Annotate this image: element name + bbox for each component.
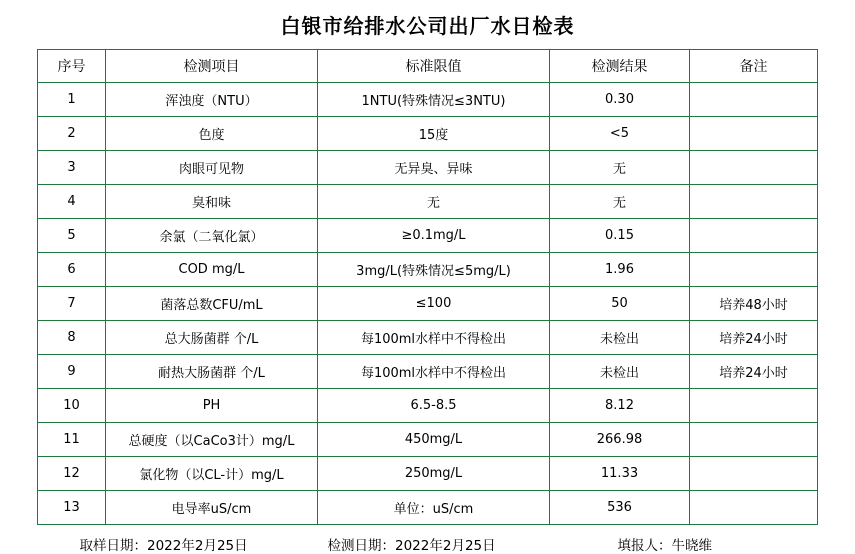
- cell-result: 0.30: [550, 83, 690, 117]
- cell-result: 1.96: [550, 253, 690, 287]
- table-row: [38, 355, 818, 389]
- header-cell-remark: 备注: [690, 50, 818, 83]
- cell-result: 未检出: [550, 321, 690, 355]
- cell-remark: [690, 83, 818, 117]
- cell-remark: 培养24小时: [690, 321, 818, 355]
- cell-item: 电导率uS/cm: [106, 491, 318, 525]
- cell-item: 肉眼可见物: [106, 151, 318, 185]
- table-row: [38, 253, 818, 287]
- header-cell-index: 序号: [38, 50, 106, 83]
- cell-standard: 250mg/L: [318, 457, 550, 491]
- page-title: 白银市给排水公司出厂水日检表: [280, 14, 575, 38]
- footer: [38, 525, 818, 554]
- cell-item: 耐热大肠菌群 个/L: [106, 355, 318, 389]
- cell-index: 1: [38, 83, 106, 117]
- cell-remark: [690, 151, 818, 185]
- cell-standard: 450mg/L: [318, 423, 550, 457]
- cell-remark: [690, 423, 818, 457]
- cell-item: COD mg/L: [106, 253, 318, 287]
- cell-remark: [690, 389, 818, 423]
- cell-standard: 15度: [318, 117, 550, 151]
- cell-item: 浑浊度（NTU）: [106, 83, 318, 117]
- cell-item: 色度: [106, 117, 318, 151]
- table-row: [38, 287, 818, 321]
- cell-result: 无: [550, 185, 690, 219]
- cell-remark: [690, 457, 818, 491]
- table-row: [38, 151, 818, 185]
- table-row: [38, 457, 818, 491]
- cell-index: 6: [38, 253, 106, 287]
- header-cell-result: 检测结果: [550, 50, 690, 83]
- cell-result: 266.98: [550, 423, 690, 457]
- cell-result: <5: [550, 117, 690, 151]
- cell-item: 总大肠菌群 个/L: [106, 321, 318, 355]
- cell-standard: 单位：uS/cm: [318, 491, 550, 525]
- cell-item: 菌落总数CFU/mL: [106, 287, 318, 321]
- cell-result: 未检出: [550, 355, 690, 389]
- table-row: [38, 491, 818, 525]
- cell-standard: ≤100: [318, 287, 550, 321]
- table-row: [38, 185, 818, 219]
- cell-remark: [690, 491, 818, 525]
- sampling-date: 取样日期：2022年2月25日: [79, 538, 248, 554]
- cell-index: 11: [38, 423, 106, 457]
- cell-remark: 培养24小时: [690, 355, 818, 389]
- cell-standard: 无: [318, 185, 550, 219]
- cell-result: 50: [550, 287, 690, 321]
- cell-index: 12: [38, 457, 106, 491]
- cell-index: 2: [38, 117, 106, 151]
- cell-index: 7: [38, 287, 106, 321]
- cell-result: 无: [550, 151, 690, 185]
- water-quality-table: [37, 49, 818, 525]
- cell-standard: 无异臭、异味: [318, 151, 550, 185]
- table-header-row: [38, 50, 818, 83]
- cell-remark: [690, 185, 818, 219]
- reporter-name: 填报人：牛晓维: [617, 538, 712, 554]
- cell-item: PH: [106, 389, 318, 423]
- cell-standard: ≥0.1mg/L: [318, 219, 550, 253]
- cell-result: 536: [550, 491, 690, 525]
- cell-index: 8: [38, 321, 106, 355]
- cell-standard: 1NTU(特殊情况≤3NTU): [318, 83, 550, 117]
- header-cell-item: 检测项目: [106, 50, 318, 83]
- cell-standard: 6.5-8.5: [318, 389, 550, 423]
- cell-index: 9: [38, 355, 106, 389]
- cell-remark: [690, 117, 818, 151]
- cell-index: 4: [38, 185, 106, 219]
- cell-result: 11.33: [550, 457, 690, 491]
- header-cell-standard: 标准限值: [318, 50, 550, 83]
- table-row: [38, 219, 818, 253]
- cell-index: 5: [38, 219, 106, 253]
- cell-item: 总硬度（以CaCo3计）mg/L: [106, 423, 318, 457]
- cell-index: 3: [38, 151, 106, 185]
- cell-result: 0.15: [550, 219, 690, 253]
- cell-item: 氯化物（以CL-计）mg/L: [106, 457, 318, 491]
- cell-standard: 每100ml水样中不得检出: [318, 321, 550, 355]
- cell-remark: 培养48小时: [690, 287, 818, 321]
- cell-remark: [690, 253, 818, 287]
- cell-item: 臭和味: [106, 185, 318, 219]
- cell-index: 10: [38, 389, 106, 423]
- cell-index: 13: [38, 491, 106, 525]
- table-row: [38, 321, 818, 355]
- test-date: 检测日期：2022年2月25日: [327, 538, 496, 554]
- cell-standard: 3mg/L(特殊情况≤5mg/L): [318, 253, 550, 287]
- cell-remark: [690, 219, 818, 253]
- table-row: [38, 83, 818, 117]
- cell-standard: 每100ml水样中不得检出: [318, 355, 550, 389]
- table-row: [38, 117, 818, 151]
- table-row: [38, 389, 818, 423]
- cell-item: 余氯（二氧化氯）: [106, 219, 318, 253]
- cell-result: 8.12: [550, 389, 690, 423]
- table-row: [38, 423, 818, 457]
